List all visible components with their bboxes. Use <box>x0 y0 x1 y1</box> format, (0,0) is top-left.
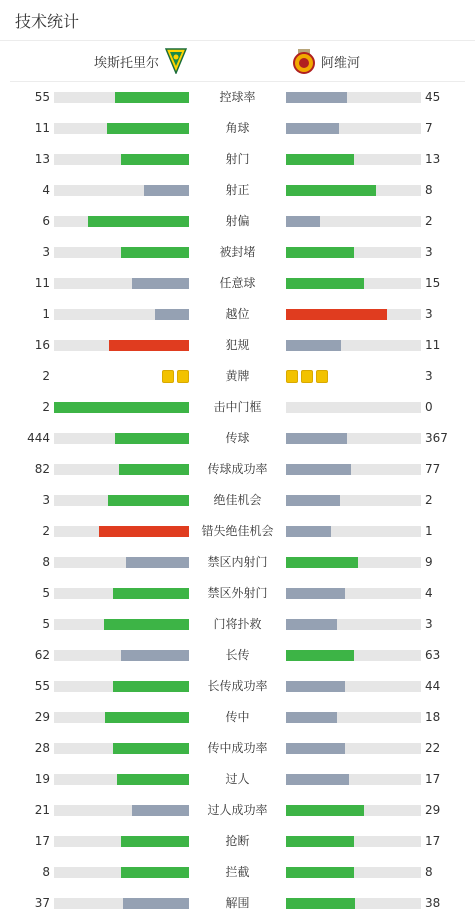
yellow-card-icon <box>316 370 328 383</box>
away-value: 18 <box>425 710 441 724</box>
away-value: 9 <box>425 555 433 569</box>
stat-row <box>0 268 475 299</box>
stats-list <box>0 82 475 919</box>
away-bar-fill <box>286 619 337 630</box>
stat-label: 射正 <box>225 183 250 197</box>
away-value: 63 <box>425 648 441 662</box>
away-yellow-cards <box>286 370 328 383</box>
home-value: 29 <box>34 710 50 724</box>
home-bar-track <box>54 340 189 351</box>
stat-row <box>0 175 475 206</box>
home-bar-fill <box>113 743 189 754</box>
away-bar-fill <box>286 123 339 134</box>
stat-row <box>0 423 475 454</box>
home-bar-track <box>54 216 189 227</box>
away-bar-track <box>286 526 421 537</box>
stat-row <box>0 578 475 609</box>
away-bar-fill <box>286 898 355 909</box>
away-bar-fill <box>286 433 347 444</box>
home-bar-fill <box>104 619 189 630</box>
stat-label: 角球 <box>225 121 250 135</box>
away-bar-track <box>286 836 421 847</box>
stat-row <box>0 609 475 640</box>
stat-label: 禁区外射门 <box>207 586 268 600</box>
away-bar-fill <box>286 216 320 227</box>
home-value: 55 <box>34 679 50 693</box>
stat-row <box>0 454 475 485</box>
away-value: 22 <box>425 741 441 755</box>
home-value: 62 <box>34 648 50 662</box>
home-bar-track <box>54 402 189 413</box>
home-bar-fill <box>99 526 189 537</box>
stat-row <box>0 299 475 330</box>
stat-label: 解围 <box>225 896 250 910</box>
home-bar-track <box>54 867 189 878</box>
stat-label: 传中成功率 <box>207 741 268 755</box>
home-value: 28 <box>34 741 50 755</box>
home-bar-track <box>54 433 189 444</box>
stat-label: 绝佳机会 <box>213 493 262 507</box>
home-value: 1 <box>42 307 50 321</box>
away-bar-fill <box>286 712 337 723</box>
stat-label: 抢断 <box>225 834 250 848</box>
stat-row <box>0 826 475 857</box>
away-bar-track <box>286 185 421 196</box>
away-bar-fill <box>286 836 354 847</box>
yellow-card-icon <box>301 370 313 383</box>
home-bar-track <box>54 309 189 320</box>
home-value: 3 <box>42 493 50 507</box>
away-bar-track <box>286 495 421 506</box>
away-bar-track <box>286 743 421 754</box>
away-bar-fill <box>286 92 347 103</box>
home-bar-track <box>54 185 189 196</box>
away-value: 15 <box>425 276 441 290</box>
away-team-badge-icon <box>293 48 315 74</box>
away-bar-fill <box>286 495 340 506</box>
stat-row <box>0 516 475 547</box>
away-bar-track <box>286 154 421 165</box>
away-value: 7 <box>425 121 433 135</box>
home-bar-track <box>54 557 189 568</box>
stat-row <box>0 857 475 888</box>
home-value: 2 <box>42 369 50 383</box>
home-value: 4 <box>42 183 50 197</box>
stat-label: 被封堵 <box>219 245 256 259</box>
away-bar-fill <box>286 650 354 661</box>
away-value: 3 <box>425 369 433 383</box>
stat-label: 任意球 <box>219 276 256 290</box>
stat-row <box>0 795 475 826</box>
home-bar-track <box>54 247 189 258</box>
stat-label: 过人 <box>225 772 250 786</box>
home-bar-track <box>54 92 189 103</box>
home-yellow-cards <box>162 370 189 383</box>
away-bar-track <box>286 588 421 599</box>
home-value: 17 <box>34 834 50 848</box>
home-bar-track <box>54 154 189 165</box>
home-value: 55 <box>34 90 50 104</box>
away-bar-fill <box>286 526 331 537</box>
stat-row <box>0 671 475 702</box>
stat-row <box>0 144 475 175</box>
stat-row <box>0 733 475 764</box>
teams-header <box>10 41 465 82</box>
home-bar-fill <box>88 216 189 227</box>
stat-label: 传球 <box>225 431 250 445</box>
home-bar-track <box>54 526 189 537</box>
stat-label: 射偏 <box>225 214 250 228</box>
away-value: 13 <box>425 152 441 166</box>
away-bar-track <box>286 557 421 568</box>
home-bar-fill <box>113 681 189 692</box>
yellow-card-icon <box>162 370 174 383</box>
stat-row <box>0 330 475 361</box>
home-team-name: 埃斯托里尔 <box>93 55 159 71</box>
stat-label: 禁区内射门 <box>207 555 268 569</box>
away-value: 45 <box>425 90 441 104</box>
away-bar-fill <box>286 340 341 351</box>
home-bar-track <box>54 464 189 475</box>
home-value: 444 <box>27 431 50 445</box>
away-value: 3 <box>425 245 433 259</box>
away-bar-fill <box>286 464 351 475</box>
away-value: 2 <box>425 493 433 507</box>
home-bar-track <box>54 650 189 661</box>
stat-label: 过人成功率 <box>207 803 268 817</box>
home-bar-track <box>54 712 189 723</box>
home-bar-track <box>54 898 189 909</box>
stat-row <box>0 640 475 671</box>
away-value: 77 <box>425 462 441 476</box>
home-bar-track <box>54 278 189 289</box>
home-bar-track <box>54 836 189 847</box>
away-value: 8 <box>425 183 433 197</box>
home-value: 82 <box>34 462 50 476</box>
home-value: 5 <box>42 617 50 631</box>
away-value: 8 <box>425 865 433 879</box>
away-bar-track <box>286 650 421 661</box>
yellow-card-icon <box>177 370 189 383</box>
home-value: 21 <box>34 803 50 817</box>
away-team[interactable] <box>293 41 360 81</box>
away-bar-track <box>286 619 421 630</box>
home-value: 6 <box>42 214 50 228</box>
away-value: 38 <box>425 896 441 910</box>
away-value: 3 <box>425 307 433 321</box>
stat-label: 门将扑救 <box>213 617 262 631</box>
stat-label: 传球成功率 <box>207 462 268 476</box>
away-value: 29 <box>425 803 441 817</box>
away-value: 4 <box>425 586 433 600</box>
home-bar-fill <box>119 464 189 475</box>
stat-label: 控球率 <box>219 90 256 104</box>
page-title: 技术统计 <box>15 11 80 31</box>
stat-row <box>0 361 475 392</box>
away-value: 11 <box>425 338 441 352</box>
away-value: 0 <box>425 400 433 414</box>
home-value: 5 <box>42 586 50 600</box>
stat-label: 黄牌 <box>225 369 250 383</box>
yellow-card-icon <box>286 370 298 383</box>
away-bar-track <box>286 278 421 289</box>
stat-row <box>0 82 475 113</box>
home-value: 8 <box>42 555 50 569</box>
home-bar-fill <box>108 495 189 506</box>
home-bar-fill <box>107 123 189 134</box>
home-bar-fill <box>144 185 189 196</box>
stat-label: 传中 <box>225 710 250 724</box>
away-bar-fill <box>286 805 364 816</box>
away-bar-track <box>286 309 421 320</box>
away-bar-fill <box>286 867 354 878</box>
stat-label: 越位 <box>225 307 250 321</box>
away-bar-track <box>286 247 421 258</box>
away-bar-track <box>286 898 421 909</box>
home-value: 2 <box>42 400 50 414</box>
home-value: 2 <box>42 524 50 538</box>
home-bar-fill <box>105 712 189 723</box>
home-bar-track <box>54 123 189 134</box>
away-bar-fill <box>286 278 364 289</box>
away-bar-track <box>286 216 421 227</box>
home-value: 19 <box>34 772 50 786</box>
home-bar-track <box>54 805 189 816</box>
away-bar-track <box>286 464 421 475</box>
stat-label: 错失绝佳机会 <box>201 524 274 538</box>
away-bar-track <box>286 340 421 351</box>
stat-row <box>0 113 475 144</box>
home-bar-fill <box>115 433 189 444</box>
stat-row <box>0 206 475 237</box>
home-bar-track <box>54 681 189 692</box>
away-bar-track <box>286 433 421 444</box>
away-bar-fill <box>286 557 358 568</box>
home-bar-fill <box>117 774 189 785</box>
stat-row <box>0 237 475 268</box>
home-bar-fill <box>121 247 189 258</box>
away-value: 44 <box>425 679 441 693</box>
stat-row <box>0 702 475 733</box>
home-value: 13 <box>34 152 50 166</box>
away-value: 2 <box>425 214 433 228</box>
away-bar-fill <box>286 681 345 692</box>
away-bar-fill <box>286 247 354 258</box>
home-bar-fill <box>155 309 189 320</box>
away-bar-track <box>286 123 421 134</box>
away-bar-track <box>286 867 421 878</box>
home-bar-fill <box>123 898 189 909</box>
stat-label: 长传成功率 <box>207 679 268 693</box>
home-bar-fill <box>126 557 189 568</box>
away-bar-track <box>286 402 421 413</box>
stat-label: 长传 <box>225 648 250 662</box>
home-bar-track <box>54 619 189 630</box>
away-bar-fill <box>286 185 376 196</box>
stat-row <box>0 485 475 516</box>
stat-row <box>0 888 475 919</box>
away-bar-track <box>286 712 421 723</box>
home-team[interactable] <box>94 41 187 81</box>
home-value: 8 <box>42 865 50 879</box>
home-bar-fill <box>113 588 189 599</box>
home-bar-fill <box>121 650 189 661</box>
home-bar-track <box>54 774 189 785</box>
away-bar-track <box>286 681 421 692</box>
away-bar-track <box>286 774 421 785</box>
stat-label: 拦截 <box>225 865 250 879</box>
home-bar-fill <box>132 805 189 816</box>
home-bar-fill <box>132 278 189 289</box>
home-bar-fill <box>109 340 189 351</box>
stat-label: 射门 <box>225 152 250 166</box>
away-team-name: 阿维河 <box>321 55 361 71</box>
stat-row <box>0 764 475 795</box>
away-value: 1 <box>425 524 433 538</box>
home-value: 37 <box>34 896 50 910</box>
away-bar-fill <box>286 743 345 754</box>
away-bar-fill <box>286 588 345 599</box>
away-bar-track <box>286 805 421 816</box>
home-bar-fill <box>54 402 189 413</box>
stat-label: 犯规 <box>225 338 250 352</box>
away-value: 3 <box>425 617 433 631</box>
home-value: 16 <box>34 338 50 352</box>
home-team-badge-icon <box>165 48 187 74</box>
home-bar-fill <box>121 867 189 878</box>
away-bar-fill <box>286 154 354 165</box>
home-bar-track <box>54 495 189 506</box>
home-bar-track <box>54 588 189 599</box>
home-bar-fill <box>115 92 189 103</box>
away-value: 367 <box>425 431 448 445</box>
stat-row <box>0 547 475 578</box>
home-bar-fill <box>121 836 189 847</box>
home-bar-fill <box>121 154 189 165</box>
title-bar <box>0 0 475 41</box>
away-value: 17 <box>425 772 441 786</box>
home-bar-track <box>54 743 189 754</box>
home-value: 11 <box>34 121 50 135</box>
away-bar-fill <box>286 309 387 320</box>
away-value: 17 <box>425 834 441 848</box>
stat-label: 击中门框 <box>213 400 262 414</box>
away-bar-track <box>286 92 421 103</box>
stat-row <box>0 392 475 423</box>
home-value: 3 <box>42 245 50 259</box>
home-value: 11 <box>34 276 50 290</box>
away-bar-fill <box>286 774 349 785</box>
